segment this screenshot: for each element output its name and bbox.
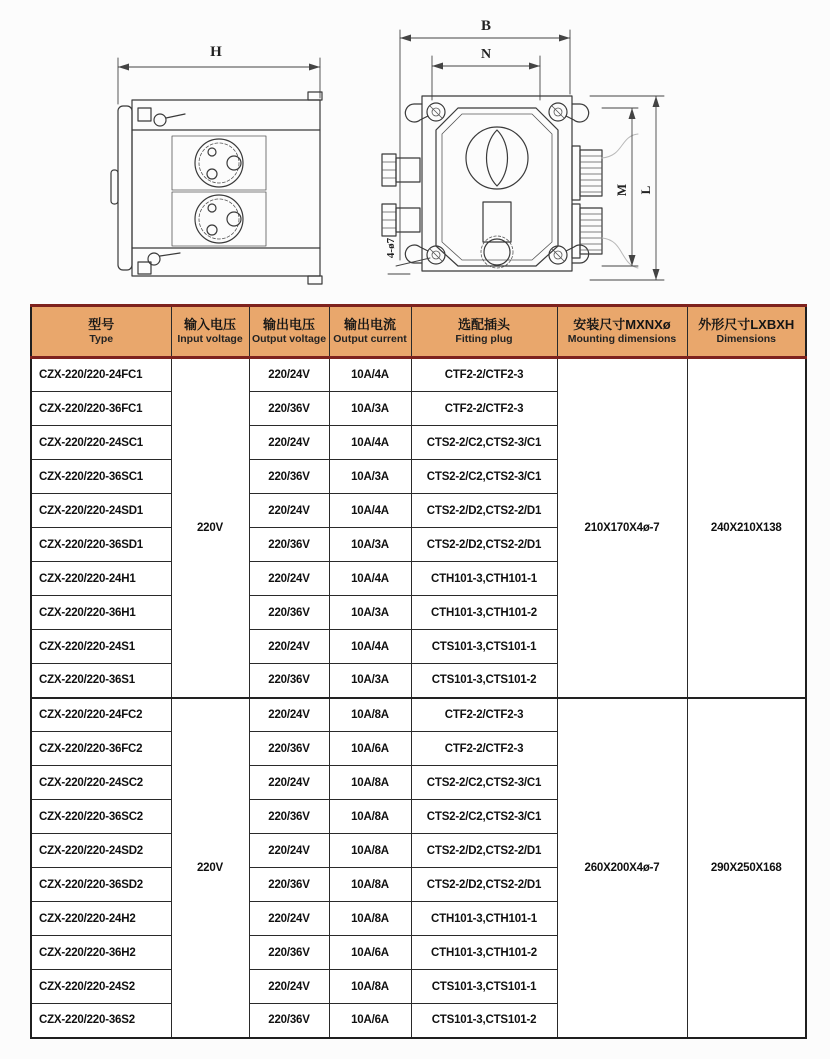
spec-table-body [31,358,806,1038]
col-header-type [31,306,171,358]
mounting-dimensions-cell: 260X200X4ø-7 [557,698,687,1038]
model-cell: CZX-220/220-36SC2 [31,800,171,834]
output-voltage-cell: 220/36V [249,460,329,494]
model-cell: CZX-220/220-24H2 [31,902,171,936]
model-cell: CZX-220/220-36S1 [31,664,171,698]
output-current-cell: 10A/6A [329,732,411,766]
model-cell: CZX-220/220-24S1 [31,630,171,664]
header-row [31,306,806,358]
col-header-output-voltage-en: Output voltage [251,333,327,346]
col-header-dimensions-en: Dimensions [716,333,776,346]
output-voltage-cell: 220/24V [249,358,329,392]
output-voltage-cell: 220/36V [249,528,329,562]
model-cell: CZX-220/220-36FC2 [31,732,171,766]
dim-n-label: N [480,47,492,62]
model-cell: CZX-220/220-36SD1 [31,528,171,562]
fitting-plug-cell: CTH101-3,CTH101-2 [411,596,557,630]
col-header-input-voltage-cn: 输入电压 [183,317,236,333]
dim-l-label: L [638,185,653,195]
input-voltage-cell: 220V [171,698,249,1038]
spec-table [30,304,807,1039]
output-current-cell: 10A/3A [329,596,411,630]
col-header-mounting-dimensions-en: Mounting dimensions [567,333,677,346]
fitting-plug-cell: CTS2-2/C2,CTS2-3/C1 [411,800,557,834]
output-voltage-cell: 220/36V [249,936,329,970]
output-current-cell: 10A/3A [329,528,411,562]
output-current-cell: 10A/4A [329,494,411,528]
col-header-fitting-plug [411,306,557,358]
mounting-dimensions-cell: 210X170X4ø-7 [557,358,687,698]
output-voltage-cell: 220/36V [249,800,329,834]
fitting-plug-cell: CTS101-3,CTS101-1 [411,970,557,1004]
col-header-type-cn: 型号 [88,317,115,333]
output-voltage-cell: 220/36V [249,596,329,630]
model-cell: CZX-220/220-24SC2 [31,766,171,800]
model-cell: CZX-220/220-24SC1 [31,426,171,460]
output-current-cell: 10A/3A [329,664,411,698]
hole-note-label: 4-ø7 [385,237,397,259]
dim-m-label: M [614,183,629,197]
output-voltage-cell: 220/24V [249,766,329,800]
output-voltage-cell: 220/24V [249,902,329,936]
output-voltage-cell: 220/24V [249,630,329,664]
spec-table-header [31,306,806,358]
table-row [31,358,806,392]
dim-b-label: B [480,18,492,34]
col-header-output-current [329,306,411,358]
output-current-cell: 10A/3A [329,392,411,426]
model-cell: CZX-220/220-24S2 [31,970,171,1004]
model-cell: CZX-220/220-36H1 [31,596,171,630]
model-cell: CZX-220/220-24H1 [31,562,171,596]
output-current-cell: 10A/6A [329,1004,411,1038]
fitting-plug-cell: CTS2-2/C2,CTS2-3/C1 [411,766,557,800]
col-header-fitting-plug-en: Fitting plug [455,333,513,346]
output-current-cell: 10A/8A [329,698,411,732]
fitting-plug-cell: CTS2-2/D2,CTS2-2/D1 [411,868,557,902]
output-voltage-cell: 220/36V [249,392,329,426]
col-header-input-voltage-en: Input voltage [177,333,243,346]
fitting-plug-cell: CTS101-3,CTS101-2 [411,1004,557,1038]
output-current-cell: 10A/6A [329,936,411,970]
output-current-cell: 10A/8A [329,834,411,868]
col-header-output-current-en: Output current [333,333,407,346]
fitting-plug-cell: CTH101-3,CTH101-2 [411,936,557,970]
col-header-dimensions [687,306,806,358]
output-current-cell: 10A/8A [329,800,411,834]
output-current-cell: 10A/3A [329,460,411,494]
fitting-plug-cell: CTS2-2/C2,CTS2-3/C1 [411,460,557,494]
output-voltage-cell: 220/24V [249,494,329,528]
model-cell: CZX-220/220-24SD2 [31,834,171,868]
output-voltage-cell: 220/24V [249,698,329,732]
output-current-cell: 10A/8A [329,970,411,1004]
fitting-plug-cell: CTS2-2/C2,CTS2-3/C1 [411,426,557,460]
output-voltage-cell: 220/24V [249,834,329,868]
model-cell: CZX-220/220-36SC1 [31,460,171,494]
col-header-output-current-cn: 输出电流 [343,317,396,333]
fitting-plug-cell: CTS2-2/D2,CTS2-2/D1 [411,834,557,868]
fitting-plug-cell: CTF2-2/CTF2-3 [411,392,557,426]
col-header-mounting-dimensions [557,306,687,358]
fitting-plug-cell: CTF2-2/CTF2-3 [411,732,557,766]
output-current-cell: 10A/8A [329,868,411,902]
output-voltage-cell: 220/24V [249,562,329,596]
col-header-type-en: Type [89,333,114,346]
dim-h-label: H [210,44,222,60]
col-header-output-voltage-cn: 输出电压 [262,317,315,333]
output-voltage-cell: 220/36V [249,1004,329,1038]
fitting-plug-cell: CTS101-3,CTS101-2 [411,664,557,698]
fitting-plug-cell: CTH101-3,CTH101-1 [411,902,557,936]
col-header-dimensions-cn: 外形尺寸LXBXH [698,317,795,333]
model-cell: CZX-220/220-36H2 [31,936,171,970]
output-current-cell: 10A/4A [329,426,411,460]
output-voltage-cell: 220/36V [249,868,329,902]
model-cell: CZX-220/220-24FC2 [31,698,171,732]
table-row [31,698,806,732]
dimensions-cell: 240X210X138 [687,358,806,698]
front-view-diagram [380,8,680,298]
input-voltage-cell: 220V [171,358,249,698]
model-cell: CZX-220/220-24FC1 [31,358,171,392]
fitting-plug-cell: CTS2-2/D2,CTS2-2/D1 [411,528,557,562]
model-cell: CZX-220/220-24SD1 [31,494,171,528]
output-voltage-cell: 220/24V [249,970,329,1004]
model-cell: CZX-220/220-36S2 [31,1004,171,1038]
model-cell: CZX-220/220-36SD2 [31,868,171,902]
fitting-plug-cell: CTH101-3,CTH101-1 [411,562,557,596]
fitting-plug-cell: CTF2-2/CTF2-3 [411,698,557,732]
output-current-cell: 10A/8A [329,902,411,936]
dimensions-cell: 290X250X168 [687,698,806,1038]
fitting-plug-cell: CTS2-2/D2,CTS2-2/D1 [411,494,557,528]
output-voltage-cell: 220/36V [249,732,329,766]
side-view-diagram [88,12,338,302]
col-header-input-voltage [171,306,249,358]
fitting-plug-cell: CTF2-2/CTF2-3 [411,358,557,392]
output-current-cell: 10A/8A [329,766,411,800]
output-current-cell: 10A/4A [329,562,411,596]
col-header-mounting-dimensions-cn: 安装尺寸MXNXø [573,317,671,333]
col-header-output-voltage [249,306,329,358]
output-current-cell: 10A/4A [329,358,411,392]
output-voltage-cell: 220/24V [249,426,329,460]
output-current-cell: 10A/4A [329,630,411,664]
model-cell: CZX-220/220-36FC1 [31,392,171,426]
output-voltage-cell: 220/36V [249,664,329,698]
fitting-plug-cell: CTS101-3,CTS101-1 [411,630,557,664]
col-header-fitting-plug-cn: 选配插头 [457,317,510,333]
